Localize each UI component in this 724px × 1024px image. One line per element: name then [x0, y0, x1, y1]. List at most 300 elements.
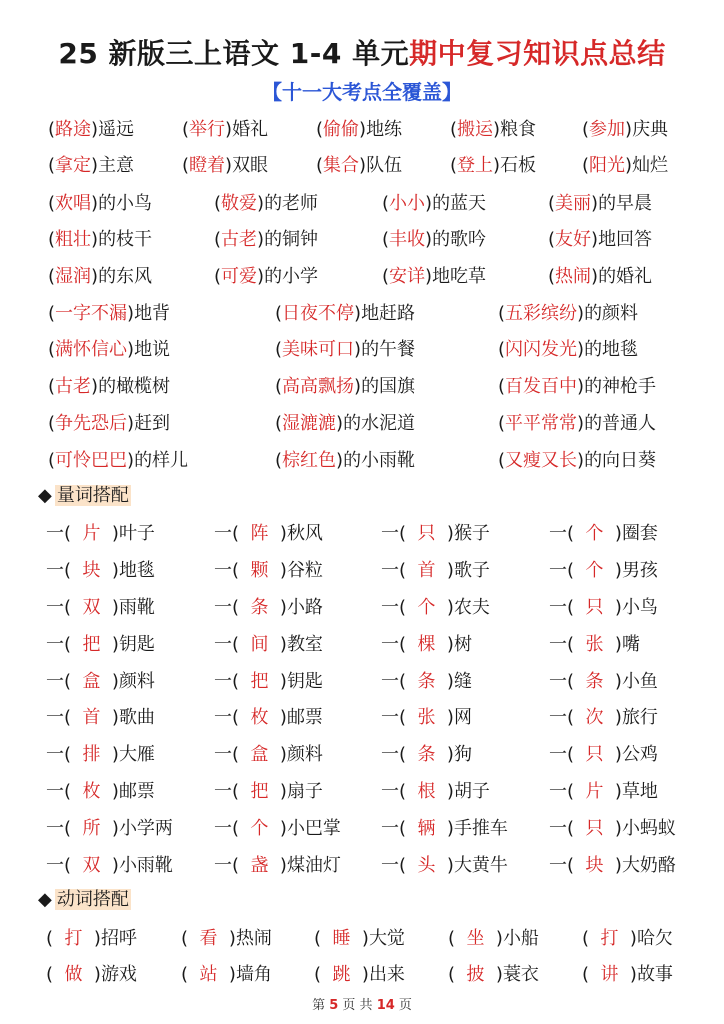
measure-prefix: 一(: [214, 671, 251, 692]
verb-row: [0, 960, 724, 990]
measure-noun: 谷粒: [286, 560, 323, 581]
open-paren: (: [582, 119, 590, 140]
close-paren: ): [268, 855, 287, 876]
verb-item: [314, 960, 405, 990]
phrase-item: [382, 225, 486, 255]
close-paren: ): [268, 560, 287, 581]
measure-item: [549, 851, 676, 881]
phrase-row: [0, 335, 724, 365]
phrase-item: [548, 189, 652, 219]
close-paren: ): [91, 193, 99, 214]
close-paren: ): [82, 928, 101, 949]
open-paren: (: [275, 376, 283, 397]
measure-noun: 叶子: [118, 523, 155, 544]
phrase-text: 的神枪手: [584, 376, 657, 397]
phrase-answer: 举行: [189, 119, 226, 140]
measure-answer: 个: [585, 560, 604, 581]
measure-answer: 个: [585, 523, 604, 544]
close-paren: ): [350, 928, 369, 949]
phrase-answer: 敬爱: [221, 193, 258, 214]
open-paren: (: [48, 229, 56, 250]
phrase-item: [48, 189, 152, 219]
close-paren: ): [336, 413, 344, 434]
close-paren: ): [618, 928, 637, 949]
open-paren: (: [582, 964, 601, 985]
phrase-item: [275, 335, 415, 365]
phrase-item: [275, 409, 415, 439]
phrase-text: 的铜钟: [264, 229, 319, 250]
close-paren: ): [268, 818, 287, 839]
verb-object: 墙角: [235, 964, 272, 985]
open-paren: (: [214, 193, 222, 214]
close-paren: ): [217, 928, 236, 949]
page-footer: [0, 994, 724, 1013]
phrase-answer: 登上: [457, 155, 494, 176]
phrase-row: [0, 225, 724, 255]
measure-item: [214, 519, 323, 549]
open-paren: (: [275, 413, 283, 434]
measure-item: [46, 556, 155, 586]
title-part-1: 25 新版三上语文 1-4 单元: [58, 37, 410, 70]
verb-object: 招呼: [100, 928, 137, 949]
measure-prefix: 一(: [549, 634, 586, 655]
phrase-item: [316, 151, 402, 181]
open-paren: (: [214, 229, 222, 250]
open-paren: (: [48, 119, 56, 140]
measure-item: [381, 740, 472, 770]
phrase-text: 地练: [366, 119, 403, 140]
phrase-item: [498, 335, 638, 365]
close-paren: ): [577, 303, 585, 324]
measure-answer: 盒: [250, 744, 269, 765]
open-paren: (: [382, 193, 390, 214]
phrase-answer: 丰收: [389, 229, 426, 250]
phrase-text: 地回答: [598, 229, 653, 250]
phrase-item: [498, 299, 638, 329]
measure-item: [549, 814, 676, 844]
measure-answer: 个: [417, 597, 436, 618]
measure-noun: 教室: [286, 634, 323, 655]
phrase-text: 粮食: [500, 119, 537, 140]
measure-prefix: 一(: [214, 818, 251, 839]
measure-item: [549, 667, 658, 697]
close-paren: ): [603, 597, 622, 618]
phrase-text: 的水泥道: [343, 413, 416, 434]
measure-prefix: 一(: [214, 855, 251, 876]
phrase-answer: 古老: [55, 376, 92, 397]
close-paren: ): [493, 119, 501, 140]
close-paren: ): [100, 560, 119, 581]
measure-item: [381, 703, 472, 733]
open-paren: (: [548, 193, 556, 214]
open-paren: (: [214, 266, 222, 287]
phrase-item: [48, 446, 188, 476]
open-paren: (: [582, 928, 601, 949]
measure-answer: 所: [82, 818, 101, 839]
close-paren: ): [435, 707, 454, 728]
measure-noun: 小蚂蚁: [621, 818, 676, 839]
measure-prefix: 一(: [214, 597, 251, 618]
close-paren: ): [577, 413, 585, 434]
phrase-answer: 棕红色: [282, 450, 337, 471]
measure-answer: 根: [417, 781, 436, 802]
phrase-item: [214, 262, 318, 292]
close-paren: ): [603, 560, 622, 581]
measure-noun: 手推车: [453, 818, 508, 839]
measure-item: [549, 630, 640, 660]
open-paren: (: [46, 964, 65, 985]
measure-prefix: 一(: [46, 634, 83, 655]
measure-prefix: 一(: [549, 671, 586, 692]
close-paren: ): [268, 707, 287, 728]
total-pages: 14: [376, 998, 395, 1013]
close-paren: ): [603, 707, 622, 728]
measure-noun: 歌曲: [118, 707, 155, 728]
close-paren: ): [435, 818, 454, 839]
measure-prefix: 一(: [381, 634, 418, 655]
measure-answer: 个: [250, 818, 269, 839]
phrase-item: [582, 151, 668, 181]
measure-item: [214, 667, 323, 697]
open-paren: (: [548, 229, 556, 250]
diamond-icon: ◆: [38, 889, 52, 910]
measure-noun: 小雨靴: [118, 855, 173, 876]
measure-prefix: 一(: [381, 597, 418, 618]
open-paren: (: [448, 928, 467, 949]
close-paren: ): [91, 376, 99, 397]
measure-noun: 胡子: [453, 781, 490, 802]
phrase-item: [48, 115, 134, 145]
close-paren: ): [268, 523, 287, 544]
phrase-text: 地背: [134, 303, 171, 324]
measure-answer: 张: [417, 707, 436, 728]
phrase-item: [182, 115, 268, 145]
measure-noun: 大黄牛: [453, 855, 508, 876]
phrase-item: [498, 372, 656, 402]
measure-noun: 大雁: [118, 744, 155, 765]
close-paren: ): [425, 266, 433, 287]
footer-suffix: 页: [398, 998, 412, 1013]
measure-row: [0, 556, 724, 586]
phrase-item: [275, 372, 415, 402]
phrase-text: 的小鸟: [98, 193, 153, 214]
measure-row: [0, 740, 724, 770]
measure-prefix: 一(: [549, 560, 586, 581]
verb-item: [582, 924, 673, 954]
measure-noun: 农夫: [453, 597, 490, 618]
phrase-text: 的老师: [264, 193, 319, 214]
measure-noun: 狗: [453, 744, 472, 765]
verb-answer: 坐: [466, 928, 485, 949]
phrase-text: 的橄榄树: [98, 376, 171, 397]
measure-item: [549, 519, 658, 549]
phrase-text: 遥远: [98, 119, 135, 140]
verb-item: [448, 924, 539, 954]
close-paren: ): [591, 266, 599, 287]
phrase-item: [582, 115, 668, 145]
open-paren: (: [275, 303, 283, 324]
measure-noun: 小学两: [118, 818, 173, 839]
phrase-answer: 拿定: [55, 155, 92, 176]
open-paren: (: [450, 155, 458, 176]
measure-answer: 只: [585, 597, 604, 618]
measure-noun: 草地: [621, 781, 658, 802]
measure-item: [214, 740, 323, 770]
phrase-answer: 满怀信心: [55, 339, 128, 360]
measure-item: [381, 851, 508, 881]
section-label: 动词搭配: [56, 889, 129, 910]
verb-object: 蓑衣: [502, 964, 539, 985]
phrase-answer: 路途: [55, 119, 92, 140]
close-paren: ): [257, 193, 265, 214]
phrase-row: [0, 409, 724, 439]
phrase-text: 的小学: [264, 266, 319, 287]
measure-answer: 双: [82, 597, 101, 618]
measure-noun: 颜料: [286, 744, 323, 765]
verb-item: [181, 960, 272, 990]
open-paren: (: [314, 928, 333, 949]
close-paren: ): [100, 597, 119, 618]
close-paren: ): [127, 303, 135, 324]
measure-answer: 阵: [250, 523, 269, 544]
phrase-item: [48, 299, 170, 329]
measure-noun: 小巴掌: [286, 818, 341, 839]
measure-answer: 棵: [417, 634, 436, 655]
measure-prefix: 一(: [46, 707, 83, 728]
measure-prefix: 一(: [46, 781, 83, 802]
measure-answer: 排: [82, 744, 101, 765]
close-paren: ): [493, 155, 501, 176]
open-paren: (: [48, 450, 56, 471]
phrase-answer: 可爱: [221, 266, 258, 287]
phrase-text: 的国旗: [361, 376, 416, 397]
measure-noun: 歌子: [453, 560, 490, 581]
measure-prefix: 一(: [46, 560, 83, 581]
close-paren: ): [225, 119, 233, 140]
open-paren: (: [48, 339, 56, 360]
phrase-answer: 偷偷: [323, 119, 360, 140]
open-paren: (: [382, 266, 390, 287]
phrase-text: 的向日葵: [584, 450, 657, 471]
phrase-text: 的午餐: [361, 339, 416, 360]
close-paren: ): [603, 523, 622, 544]
measure-prefix: 一(: [46, 671, 83, 692]
close-paren: ): [100, 523, 119, 544]
open-paren: (: [182, 119, 190, 140]
measure-item: [549, 740, 658, 770]
phrase-row: [0, 372, 724, 402]
measure-prefix: 一(: [214, 781, 251, 802]
phrase-answer: 瞪着: [189, 155, 226, 176]
close-paren: ): [435, 744, 454, 765]
close-paren: ): [100, 707, 119, 728]
phrase-item: [48, 409, 170, 439]
measure-item: [381, 667, 472, 697]
open-paren: (: [498, 450, 506, 471]
open-paren: (: [182, 155, 190, 176]
open-paren: (: [46, 928, 65, 949]
verb-object: 故事: [636, 964, 673, 985]
open-paren: (: [275, 450, 283, 471]
measure-noun: 小鸟: [621, 597, 658, 618]
phrase-row: [0, 299, 724, 329]
measure-prefix: 一(: [381, 560, 418, 581]
phrase-text: 石板: [500, 155, 537, 176]
measure-prefix: 一(: [381, 523, 418, 544]
verb-item: [46, 924, 137, 954]
phrase-answer: 百发百中: [505, 376, 578, 397]
section-heading-verbs: [38, 886, 131, 914]
close-paren: ): [435, 523, 454, 544]
phrase-item: [548, 262, 652, 292]
phrase-text: 的枝干: [98, 229, 153, 250]
measure-item: [46, 777, 155, 807]
measure-noun: 缝: [453, 671, 472, 692]
phrase-row: [0, 262, 724, 292]
phrase-text: 队伍: [366, 155, 403, 176]
measure-item: [46, 593, 155, 623]
close-paren: ): [217, 964, 236, 985]
open-paren: (: [48, 155, 56, 176]
measure-noun: 雨靴: [118, 597, 155, 618]
measure-noun: 邮票: [118, 781, 155, 802]
measure-answer: 条: [585, 671, 604, 692]
verb-answer: 睡: [332, 928, 351, 949]
phrase-answer: 古老: [221, 229, 258, 250]
measure-noun: 旅行: [621, 707, 658, 728]
phrase-text: 庆典: [632, 119, 669, 140]
measure-answer: 条: [250, 597, 269, 618]
open-paren: (: [448, 964, 467, 985]
close-paren: ): [591, 229, 599, 250]
open-paren: (: [48, 266, 56, 287]
close-paren: ): [82, 964, 101, 985]
close-paren: ): [618, 964, 637, 985]
measure-prefix: 一(: [214, 634, 251, 655]
measure-prefix: 一(: [46, 744, 83, 765]
phrase-text: 地说: [134, 339, 171, 360]
open-paren: (: [382, 229, 390, 250]
diamond-icon: ◆: [38, 485, 52, 506]
measure-item: [381, 630, 472, 660]
verb-object: 哈欠: [636, 928, 673, 949]
footer-prefix: 第: [312, 998, 326, 1013]
close-paren: ): [268, 781, 287, 802]
measure-answer: 辆: [417, 818, 436, 839]
measure-answer: 条: [417, 671, 436, 692]
measure-noun: 扇子: [286, 781, 323, 802]
measure-prefix: 一(: [214, 560, 251, 581]
close-paren: ): [484, 928, 503, 949]
open-paren: (: [582, 155, 590, 176]
measure-prefix: 一(: [549, 855, 586, 876]
close-paren: ): [603, 781, 622, 802]
measure-noun: 猴子: [453, 523, 490, 544]
section-label: 量词搭配: [56, 485, 129, 506]
measure-answer: 双: [82, 855, 101, 876]
phrase-answer: 湿漉漉: [282, 413, 337, 434]
measure-answer: 首: [82, 707, 101, 728]
measure-prefix: 一(: [46, 523, 83, 544]
measure-answer: 首: [417, 560, 436, 581]
measure-row: [0, 667, 724, 697]
phrase-text: 的蓝天: [432, 193, 487, 214]
measure-item: [46, 667, 155, 697]
phrase-item: [48, 262, 152, 292]
measure-answer: 只: [417, 523, 436, 544]
measure-item: [214, 556, 323, 586]
phrase-answer: 美丽: [555, 193, 592, 214]
phrase-row: [0, 446, 724, 476]
close-paren: ): [435, 671, 454, 692]
measure-noun: 煤油灯: [286, 855, 341, 876]
measure-item: [549, 703, 658, 733]
measure-answer: 把: [82, 634, 101, 655]
close-paren: ): [225, 155, 233, 176]
phrase-answer: 搬运: [457, 119, 494, 140]
measure-item: [214, 703, 323, 733]
measure-noun: 小路: [286, 597, 323, 618]
phrase-answer: 平平常常: [505, 413, 578, 434]
phrase-text: 的样儿: [134, 450, 189, 471]
open-paren: (: [48, 193, 56, 214]
verb-object: 小船: [502, 928, 539, 949]
phrase-item: [382, 189, 486, 219]
measure-prefix: 一(: [549, 744, 586, 765]
open-paren: (: [316, 119, 324, 140]
close-paren: ): [100, 781, 119, 802]
measure-prefix: 一(: [381, 744, 418, 765]
phrase-answer: 可怜巴巴: [55, 450, 128, 471]
phrase-answer: 友好: [555, 229, 592, 250]
measure-answer: 颗: [250, 560, 269, 581]
phrase-item: [275, 446, 415, 476]
measure-answer: 块: [585, 855, 604, 876]
open-paren: (: [181, 964, 200, 985]
measure-item: [214, 851, 341, 881]
measure-noun: 小鱼: [621, 671, 658, 692]
measure-item: [381, 814, 508, 844]
verb-answer: 打: [600, 928, 619, 949]
close-paren: ): [603, 744, 622, 765]
phrase-text: 的颜料: [584, 303, 639, 324]
verb-answer: 打: [64, 928, 83, 949]
close-paren: ): [425, 229, 433, 250]
verb-answer: 讲: [600, 964, 619, 985]
measure-item: [381, 519, 490, 549]
phrase-text: 灿烂: [632, 155, 669, 176]
close-paren: ): [484, 964, 503, 985]
open-paren: (: [498, 413, 506, 434]
measure-prefix: 一(: [381, 671, 418, 692]
verb-object: 出来: [368, 964, 405, 985]
measure-noun: 颜料: [118, 671, 155, 692]
measure-row: [0, 703, 724, 733]
measure-row: [0, 519, 724, 549]
close-paren: ): [127, 339, 135, 360]
phrase-text: 婚礼: [232, 119, 269, 140]
close-paren: ): [577, 450, 585, 471]
verb-answer: 做: [64, 964, 83, 985]
measure-answer: 头: [417, 855, 436, 876]
close-paren: ): [354, 376, 362, 397]
close-paren: ): [268, 671, 287, 692]
phrase-answer: 争先恐后: [55, 413, 128, 434]
measure-answer: 次: [585, 707, 604, 728]
measure-noun: 钥匙: [118, 634, 155, 655]
phrase-text: 的歌吟: [432, 229, 487, 250]
phrase-answer: 五彩缤纷: [505, 303, 578, 324]
